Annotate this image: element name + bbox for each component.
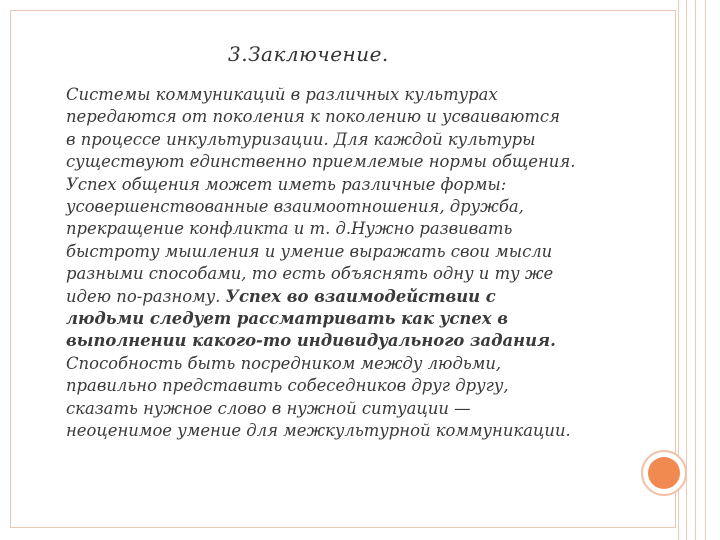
body-text: передаются от поколения к поколению и усваиваются [66, 107, 560, 127]
slide-body-text [66, 84, 626, 443]
slide-title: 3.Заключение. [228, 42, 389, 66]
body-line [66, 218, 626, 240]
body-line [66, 196, 626, 218]
body-text: неоценимое умение для межкультурной коммуникации. [66, 421, 571, 441]
body-line [66, 129, 626, 151]
body-text: в процессе инкультуризации. Для каждой культуры [66, 129, 536, 149]
body-line [66, 241, 626, 263]
body-text: правильно представить собеседников друг другу, [66, 376, 509, 396]
body-line [66, 151, 626, 173]
body-text-bold: Успех во взаимодействии с [225, 286, 496, 306]
body-text: прекращение конфликта и т. д.Нужно развивать [66, 219, 513, 239]
body-line [66, 286, 626, 308]
body-text: Системы коммуникаций в различных культурах [66, 85, 498, 104]
body-line [66, 375, 626, 397]
body-line [66, 398, 626, 420]
body-text: усовершенствованные взаимоотношения, дружба, [66, 197, 524, 217]
body-text: Способность быть посредником между людьми, [66, 353, 502, 373]
body-text: разными способами, то есть объяснять одну и ту же [66, 264, 554, 284]
body-text: Успех общения может иметь различные формы: [66, 174, 507, 194]
body-text-bold: людьми следует рассматривать как успех в [66, 309, 509, 329]
body-line [66, 106, 626, 128]
body-line [66, 263, 626, 285]
body-text: сказать нужное слово в нужной ситуации — [66, 398, 471, 418]
body-text: идею по-разному. [66, 286, 226, 306]
body-line [66, 420, 626, 442]
decorative-rails [678, 0, 718, 540]
body-line [66, 308, 626, 330]
body-line [66, 84, 626, 106]
body-line [66, 353, 626, 375]
body-text: существуют единственно приемлемые нормы общения. [66, 152, 576, 172]
body-line [66, 330, 626, 352]
body-text: быстроту мышления и умение выражать свои мысли [66, 241, 553, 261]
body-line [66, 174, 626, 196]
body-text-bold: выполнении какого-то индивидуального задания. [66, 331, 556, 351]
decorative-circle-fill [648, 457, 680, 489]
